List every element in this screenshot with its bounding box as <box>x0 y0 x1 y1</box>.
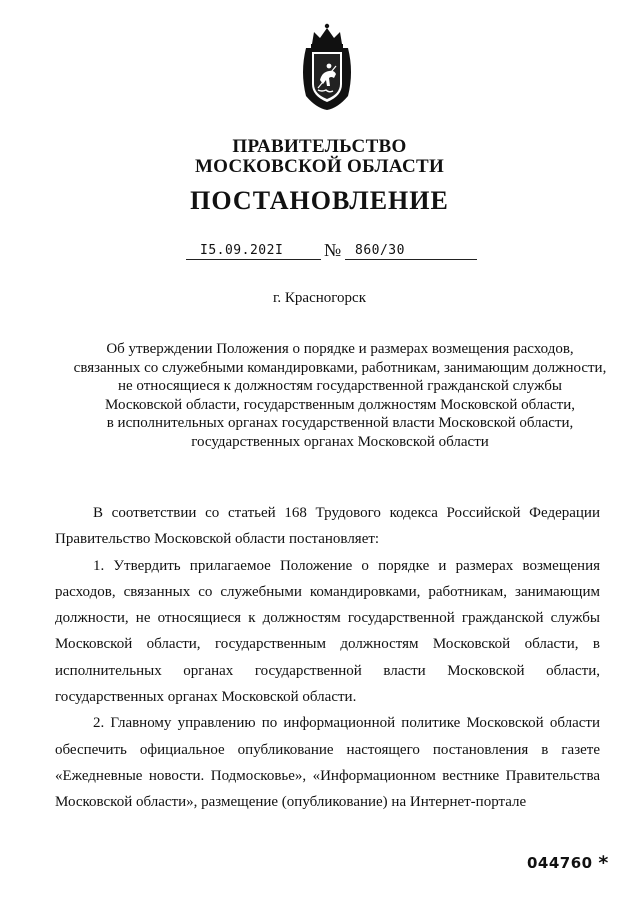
organization-line-1: ПРАВИТЕЛЬСТВО <box>232 136 407 157</box>
organization-line-2: МОСКОВСКОЙ ОБЛАСТИ <box>194 156 445 177</box>
serial-number: 044760 <box>527 854 593 872</box>
document-body <box>55 500 600 816</box>
number-underline <box>345 259 477 260</box>
document-type: ПОСТАНОВЛЕНИЕ <box>190 186 449 215</box>
body-paragraph: В соответствии со статьей 168 Трудового кодекса Российской Федерации Правительство Московской области постановляет: <box>55 505 600 548</box>
date-number-line <box>0 240 639 264</box>
subject-line: Об утверждении Положения о порядке и размерах возмещения расходов, <box>106 341 574 357</box>
city: г. Красногорск <box>272 290 367 306</box>
document-date: I5.09.202I <box>200 243 284 258</box>
serial-stamp <box>527 851 609 873</box>
coat-of-arms-icon <box>296 22 358 112</box>
body-paragraph: 1. Утвердить прилагаемое Положение о порядке и размерах возмещения расходов, связанных со служебными командировками, работникам, занимающим должности, не относящиеся к должностям государственной гражданской службы Московской области, государственным должностям Московской области, в исполнительных органах государственной власти Московской области, государственных органах Московской области. <box>55 557 600 706</box>
subject-line: не относящиеся к должностям государственной гражданской службы <box>118 378 562 394</box>
date-underline <box>186 259 321 260</box>
document-subject <box>60 340 620 451</box>
body-paragraph: 2. Главному управлению по информационной политике Московской области обеспечить официальное опубликование настоящего постановления в газете «Ежедневные новости. Подмосковье», «Информационном вестнике Правительства Московской области», размещение (опубликование) на Интернет-портале <box>55 715 600 811</box>
subject-line: связанных со служебными командировками, работникам, занимающим должности, <box>73 359 607 376</box>
subject-line: в исполнительных органах государственной власти Московской области, <box>106 415 574 431</box>
star-icon: * <box>598 852 609 874</box>
subject-line: государственных органах Московской области <box>191 433 489 450</box>
number-sign: № <box>324 240 342 260</box>
subject-line: Московской области, государственным должностям Московской области, <box>104 396 576 413</box>
document-number: 860/30 <box>355 243 405 258</box>
